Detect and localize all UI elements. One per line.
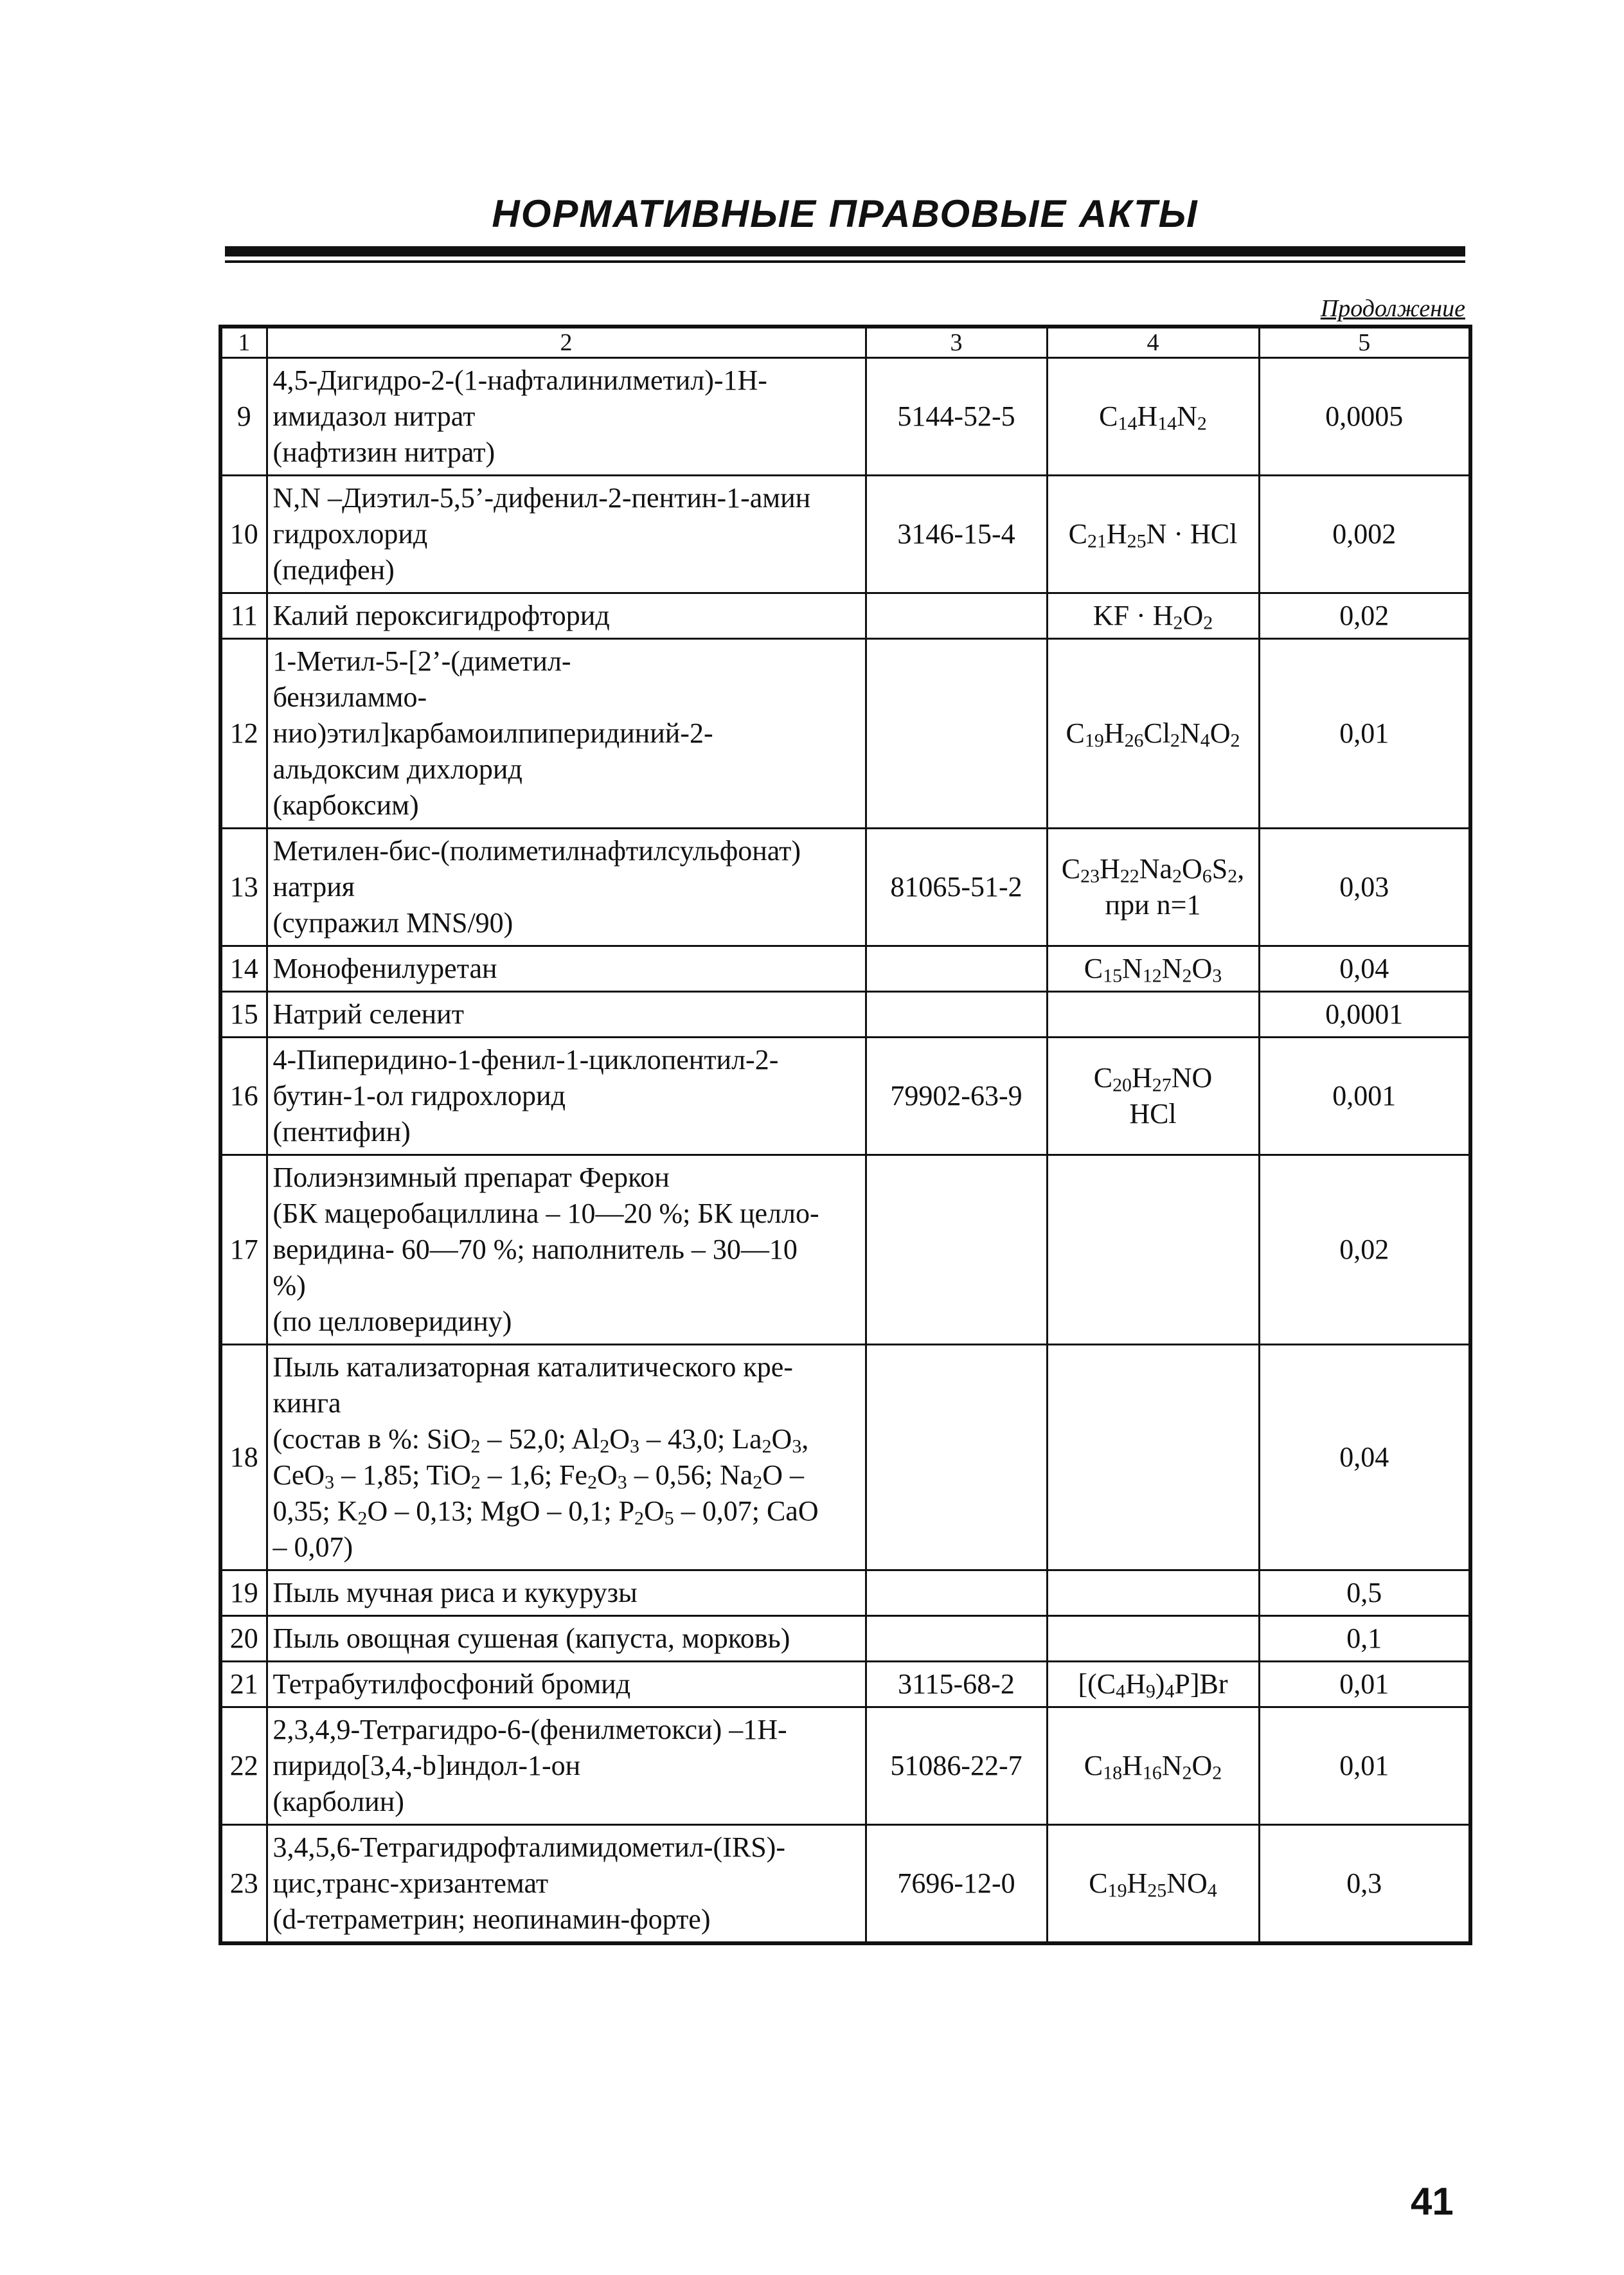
substance-name: N,N –Диэтил-5,5’-дифенил-2-пентин-1-амин гидрохлорид (педифен): [267, 476, 866, 593]
concentration-value: 0,03: [1259, 829, 1470, 946]
cas-number: 3115-68-2: [866, 1662, 1047, 1707]
substance-name: 4-Пиперидино-1-фенил-1-циклопентил-2- бутин-1-ол гидрохлорид (пентифин): [267, 1038, 866, 1155]
table-row: [220, 992, 1470, 1038]
table-row: [220, 1155, 1470, 1345]
table-row: [220, 1825, 1470, 1944]
substance-name: 4,5-Дигидро-2-(1-нафталинилметил)-1H- имидазол нитрат (нафтизин нитрат): [267, 358, 866, 476]
table-row: [220, 1662, 1470, 1707]
cas-number: [866, 992, 1047, 1038]
row-number: 14: [220, 946, 267, 992]
row-number: 19: [220, 1570, 267, 1616]
cas-number: 7696-12-0: [866, 1825, 1047, 1944]
concentration-value: 0,04: [1259, 1345, 1470, 1570]
chemical-formula: [1047, 1155, 1259, 1345]
row-number: 18: [220, 1345, 267, 1570]
cas-number: [866, 1616, 1047, 1662]
section-header: НОРМАТИВНЫЕ ПРАВОВЫЕ АКТЫ: [492, 192, 1199, 235]
chemical-formula: $C_{21}H_{25}N$ · HCl: [1047, 476, 1259, 593]
concentration-value: 0,01: [1259, 1707, 1470, 1825]
table-row: [220, 1707, 1470, 1825]
column-number: 5: [1259, 327, 1470, 358]
continuation-label: Продолжение: [1320, 295, 1465, 322]
chemical-formula: $C_{14}H_{14}N_2$: [1047, 358, 1259, 476]
concentration-value: 0,3: [1259, 1825, 1470, 1944]
column-number: 1: [220, 327, 267, 358]
table-row: [220, 829, 1470, 946]
chemical-formula: [1047, 1345, 1259, 1570]
table-row: [220, 1570, 1470, 1616]
substance-name: 3,4,5,6-Тетрагидрофталимидометил-(IRS)- цис,транс-хризантемат (d-тетраметрин; неопинамин-форте): [267, 1825, 866, 1944]
substance-name: Метилен-бис-(полиметилнафтилсульфонат) натрия (супражил MNS/90): [267, 829, 866, 946]
substance-name: Пыль мучная риса и кукурузы: [267, 1570, 866, 1616]
substance-name: Натрий селенит: [267, 992, 866, 1038]
chemical-formula: $C_{23}H_{22}Na_2O_6S_2$, при n=1: [1047, 829, 1259, 946]
concentration-value: 0,5: [1259, 1570, 1470, 1616]
row-number: 9: [220, 358, 267, 476]
chemical-formula: $C_{19}H_{25}NO_4$: [1047, 1825, 1259, 1944]
row-number: 20: [220, 1616, 267, 1662]
row-number: 15: [220, 992, 267, 1038]
chemical-formula: $C_{20}H_{27}NO$ HCl: [1047, 1038, 1259, 1155]
row-number: 11: [220, 593, 267, 639]
table-row: [220, 1038, 1470, 1155]
cas-number: [866, 639, 1047, 829]
table-row: [220, 1345, 1470, 1570]
substance-name: Монофенилуретан: [267, 946, 866, 992]
row-number: 17: [220, 1155, 267, 1345]
page-number: 41: [1411, 2180, 1454, 2223]
chemical-formula: $C_{19}H_{26}Cl_2N_4O_2$: [1047, 639, 1259, 829]
concentration-value: 0,0001: [1259, 992, 1470, 1038]
column-number: 2: [267, 327, 866, 358]
concentration-value: 0,001: [1259, 1038, 1470, 1155]
concentration-value: 0,01: [1259, 639, 1470, 829]
substance-name: 2,3,4,9-Тетрагидро-6-(фенилметокси) –1H- пиридо[3,4,-b]индол-1-он (карболин): [267, 1707, 866, 1825]
chemical-formula: $C_{15}N_{12}N_2O_3$: [1047, 946, 1259, 992]
chemical-formula: [1047, 1616, 1259, 1662]
chemical-formula: [1047, 992, 1259, 1038]
concentration-value: 0,02: [1259, 1155, 1470, 1345]
concentration-value: 0,002: [1259, 476, 1470, 593]
row-number: 23: [220, 1825, 267, 1944]
chemical-formula: KF · $H_2O_2$: [1047, 593, 1259, 639]
concentration-value: 0,02: [1259, 593, 1470, 639]
cas-number: 3146-15-4: [866, 476, 1047, 593]
cas-number: [866, 946, 1047, 992]
column-number: 4: [1047, 327, 1259, 358]
cas-number: [866, 1570, 1047, 1616]
row-number: 10: [220, 476, 267, 593]
table-row: [220, 1616, 1470, 1662]
table-row: [220, 946, 1470, 992]
table-row: [220, 358, 1470, 476]
cas-number: [866, 593, 1047, 639]
table-row: [220, 639, 1470, 829]
substance-name: Пыль катализаторная каталитического кре- кинга (состав в %: SiO$_2$ – 52,0; $Al_2O_3 - 43,0$; $La_2O_3$, CeO$_3$ – 1,85; TiO$_2$ – 1,6; $Fe_2O_3 - 0,56$; $Na_2O$ – 0,35; $K_2O - 0,13$; MgO – 0,1; $P_2O_5 - 0,07$; CaO – 0,07): [267, 1345, 866, 1570]
substance-name: Полиэнзимный препарат Феркон (БК мацеробациллина – 10—20 %; БК целло- веридина- 60—70 %; наполнитель – 30—10 %) (по целловеридину): [267, 1155, 866, 1345]
concentration-value: 0,01: [1259, 1662, 1470, 1707]
substances-table: [219, 325, 1472, 1945]
row-number: 12: [220, 639, 267, 829]
column-number: 3: [866, 327, 1047, 358]
table-row: [220, 593, 1470, 639]
substance-name: Тетрабутилфосфоний бромид: [267, 1662, 866, 1707]
chemical-formula: $C_{18}H_{16}N_2O_2$: [1047, 1707, 1259, 1825]
chemical-formula: [1047, 1570, 1259, 1616]
column-number-row: [220, 327, 1470, 358]
cas-number: 51086-22-7: [866, 1707, 1047, 1825]
cas-number: [866, 1155, 1047, 1345]
substance-name: Калий пероксигидрофторид: [267, 593, 866, 639]
header-rule-thick: [225, 246, 1465, 256]
header-rule-thin: [225, 260, 1465, 263]
substance-name: Пыль овощная сушеная (капуста, морковь): [267, 1616, 866, 1662]
cas-number: [866, 1345, 1047, 1570]
cas-number: 81065-51-2: [866, 829, 1047, 946]
row-number: 22: [220, 1707, 267, 1825]
cas-number: 79902-63-9: [866, 1038, 1047, 1155]
chemical-formula: $[(C_4H_9)_4P]Br$: [1047, 1662, 1259, 1707]
concentration-value: 0,0005: [1259, 358, 1470, 476]
table-row: [220, 476, 1470, 593]
concentration-value: 0,1: [1259, 1616, 1470, 1662]
cas-number: 5144-52-5: [866, 358, 1047, 476]
row-number: 21: [220, 1662, 267, 1707]
concentration-value: 0,04: [1259, 946, 1470, 992]
row-number: 13: [220, 829, 267, 946]
substance-name: 1-Метил-5-[2’-(диметил- бензиламмо- нио)этил]карбамоилпиперидиний-2- альдоксим дихлорид (карбоксим): [267, 639, 866, 829]
row-number: 16: [220, 1038, 267, 1155]
